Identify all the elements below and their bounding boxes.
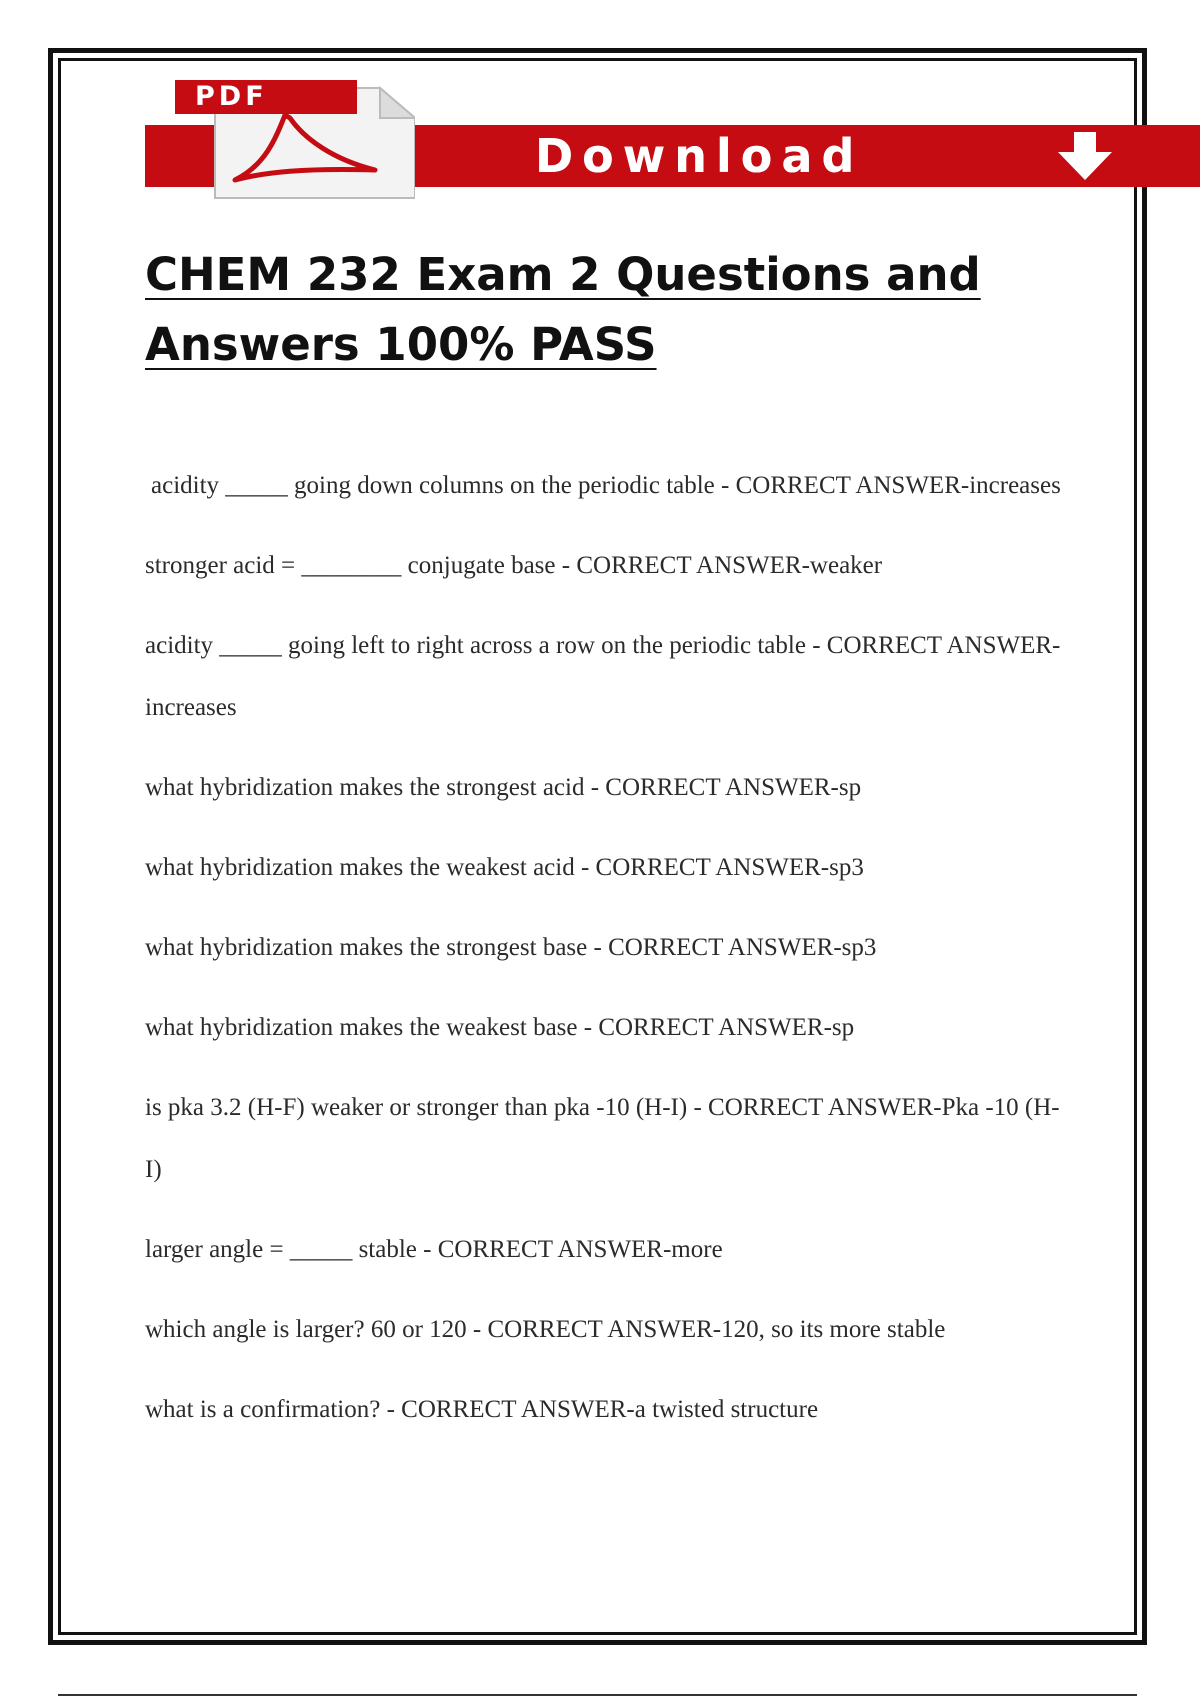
qa-item: what hybridization makes the weakest acid - CORRECT ANSWER-sp3 <box>145 854 864 881</box>
download-arrow-icon[interactable] <box>1050 132 1120 182</box>
qa-item: acidity _____ going left to right across a row on the periodic table - CORRECT ANSWER-increases <box>145 632 1061 721</box>
qa-item: is pka 3.2 (H-F) weaker or stronger than pka -10 (H-I) - CORRECT ANSWER-Pka -10 (H-I) <box>145 1094 1060 1183</box>
title-line-2: Answers 100% PASS <box>145 318 657 371</box>
bottom-rule <box>58 1694 1137 1696</box>
qa-item: larger angle = _____ stable - CORRECT ANSWER-more <box>145 1236 723 1263</box>
qa-item: stronger acid = ________ conjugate base - CORRECT ANSWER-weaker <box>145 552 883 579</box>
download-label[interactable]: Download <box>535 129 864 183</box>
pdf-document-icon <box>175 80 415 200</box>
qa-item: what hybridization makes the strongest acid - CORRECT ANSWER-sp <box>145 774 862 801</box>
qa-item: what is a confirmation? - CORRECT ANSWER-a twisted structure <box>145 1396 819 1423</box>
document-title <box>145 240 1075 380</box>
pdf-download-banner[interactable] <box>145 80 1200 200</box>
qa-item: what hybridization makes the strongest base - CORRECT ANSWER-sp3 <box>145 934 877 961</box>
qa-list <box>145 455 1075 1459</box>
qa-item: which angle is larger? 60 or 120 - CORRECT ANSWER-120, so its more stable <box>145 1316 946 1343</box>
qa-item: what hybridization makes the weakest base - CORRECT ANSWER-sp <box>145 1014 855 1041</box>
qa-item: acidity _____ going down columns on the periodic table - CORRECT ANSWER-increases <box>151 472 1061 499</box>
title-line-1: CHEM 232 Exam 2 Questions and <box>145 248 981 301</box>
pdf-label: PDF <box>175 80 357 114</box>
